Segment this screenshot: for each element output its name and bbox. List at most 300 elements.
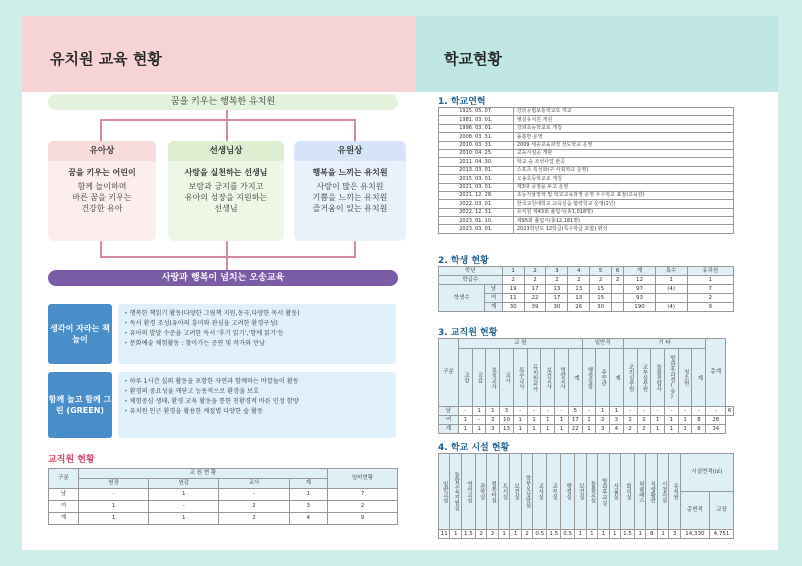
table-cell: 1 — [79, 501, 149, 513]
table-cell: 190 — [624, 303, 655, 312]
table-cell: 2 — [219, 513, 289, 525]
table-cell: 1 — [527, 425, 541, 434]
table-cell: 39 — [524, 303, 546, 312]
table-cell: 17 — [524, 285, 546, 294]
table-cell: 강외공립보통학교로 개교 — [513, 108, 733, 116]
table-cell: 학생수 — [439, 285, 485, 312]
table-header: 구분 — [49, 469, 79, 489]
table-cell: 1 — [678, 425, 692, 434]
program-box-green — [118, 372, 396, 438]
table-row — [439, 339, 734, 349]
students-section-title: 2. 학생 현황 — [438, 256, 489, 266]
table-cell: 2010. 03. 31. — [439, 141, 514, 149]
history-section-title: 1. 학교연혁 — [438, 97, 486, 107]
table-header: 교무실무원 — [637, 349, 651, 407]
table-cell: 26 — [568, 303, 590, 312]
table-header: 보건실 — [575, 454, 586, 530]
table-cell: 2008. 03. 31. — [439, 133, 514, 141]
table-cell: 9 — [687, 303, 733, 312]
table-cell: - — [555, 407, 569, 416]
card-teacher — [168, 141, 284, 241]
table-cell: 1 — [450, 530, 461, 539]
table-cell: 여 — [439, 416, 459, 425]
connector-line — [100, 119, 356, 121]
table-header: 일반직 — [582, 339, 623, 349]
table-header: 총면적 — [680, 492, 709, 530]
table-cell: 13 — [546, 285, 568, 294]
table-cell: 17 — [568, 416, 582, 425]
table-cell: - — [79, 489, 149, 501]
table-header: 4 — [568, 267, 590, 276]
card-teacher-head: 선생님상 — [168, 141, 284, 161]
table-header: 식생활관 — [646, 454, 657, 530]
table-cell: 강외초등학교로 개칭 — [513, 124, 733, 132]
table-cell: 학교 숲 조성사업 완공 — [513, 158, 733, 166]
table-cell: 6 — [726, 407, 734, 416]
table-header: 회의실 — [621, 454, 635, 530]
table-header: 보직교사 — [486, 349, 500, 407]
table-header: 원장 — [79, 479, 149, 489]
table-cell: 2015. 03. 01. — [439, 175, 514, 183]
table-cell: 2 — [524, 276, 546, 285]
table-cell: 한국교원대학교 교육실습 협력학교 운영(2년) — [513, 200, 733, 208]
table-cell: 15 — [590, 285, 612, 294]
program-item: • 체험중심 생태, 환경 교육 활동을 통한 친환경적 바른 인성 함양 — [124, 397, 390, 407]
table-header: 통합교육지원실 — [450, 454, 461, 530]
table-cell: 1 — [635, 530, 646, 539]
table-row — [439, 149, 734, 157]
table-header: 기 타 — [623, 339, 705, 349]
table-header: 교감 — [472, 349, 486, 407]
table-cell: 1 — [458, 416, 472, 425]
card-school-head: 유원상 — [294, 141, 406, 161]
card-school — [294, 141, 406, 241]
table-cell: 1 — [527, 416, 541, 425]
program-item: • 유아의 발달 수준을 고려한 독서 '후기 읽기','함께 읽기'등 — [124, 329, 390, 339]
connector-line — [226, 110, 228, 141]
table-cell: - — [149, 501, 219, 513]
table-header: 1 — [502, 267, 524, 276]
table-cell: 1 — [665, 416, 679, 425]
table-cell: 1.5 — [621, 530, 635, 539]
table-cell: - — [541, 407, 555, 416]
table-cell: 1 — [575, 530, 586, 539]
table-header: 원감 — [149, 479, 219, 489]
table-row — [439, 200, 734, 208]
connector-line — [354, 119, 356, 141]
table-row — [439, 407, 734, 416]
table-row — [439, 183, 734, 191]
card-school-line: 기쁨을 느끼는 유치원 — [312, 193, 388, 202]
table-header: 보건교사 — [541, 349, 555, 407]
table-cell: 2 — [590, 276, 612, 285]
table-cell: 1 — [472, 425, 486, 434]
program-item: • 환경의 중요성을 깨닫고 능동적으로 환경을 보호 — [124, 387, 390, 397]
table-row — [49, 513, 398, 525]
card-teacher-sub: 사랑을 실천하는 선생님 — [184, 168, 268, 177]
table-cell: 여 — [49, 501, 79, 513]
table-cell: 4,751 — [709, 530, 733, 539]
vision-banner: 꿈을 키우는 행복한 유치원 — [48, 94, 398, 110]
table-header: 계 — [624, 267, 655, 276]
motto-banner: 사랑과 행복이 넘치는 오송교육 — [48, 270, 398, 286]
table-cell: - — [637, 407, 651, 416]
table-cell: 13 — [568, 294, 590, 303]
table-cell: 2 — [687, 294, 733, 303]
table-cell: 남 — [485, 285, 502, 294]
table-cell: 7 — [687, 285, 733, 294]
table-header: 행정실장 — [582, 349, 596, 407]
table-header: 5 — [590, 267, 612, 276]
program-box-reading — [118, 304, 396, 364]
left-header — [22, 16, 416, 92]
table-cell: - — [706, 407, 726, 416]
table-header: 사물실 — [609, 454, 620, 530]
table-header: 조리실무원 — [623, 349, 637, 407]
table-cell: 계 — [439, 425, 459, 434]
connector-line — [226, 241, 228, 257]
table-row — [439, 116, 734, 124]
table-cell: 30 — [502, 303, 524, 312]
facilities-table — [438, 453, 734, 539]
table-header: 특수 — [655, 267, 687, 276]
table-cell — [612, 285, 624, 294]
table-header: 계 — [289, 479, 327, 489]
table-cell: 초등자율장학 및 학교교육과정 운영 우수학교 표창(교육감) — [513, 191, 733, 199]
card-teacher-line: 유아의 성장을 지원하는 — [184, 193, 268, 202]
table-cell: 2 — [637, 416, 651, 425]
table-cell: 1 — [486, 407, 500, 416]
connector-line — [100, 256, 356, 258]
table-cell: 3 — [669, 530, 680, 539]
table-row — [439, 191, 734, 199]
table-cell: 제3대 중점을 두고 운영 — [513, 183, 733, 191]
card-child-line: 건강한 유아 — [81, 204, 123, 213]
table-cell: 2023. 01. 10. — [439, 217, 514, 225]
table-header: 시설면적(㎡) — [680, 454, 733, 492]
table-cell: - — [472, 416, 486, 425]
card-teacher-line: 선생님 — [214, 204, 238, 213]
table-cell: - — [458, 407, 472, 416]
table-header: 행정실 — [561, 454, 575, 530]
table-cell: 1 — [541, 425, 555, 434]
table-cell: 1 — [687, 276, 733, 285]
table-header: 방과후과정(유) — [665, 349, 679, 407]
table-cell: 12 — [624, 276, 655, 285]
connector-line — [100, 241, 102, 257]
table-cell: 학급수 — [439, 276, 503, 285]
table-header: 영양교사 — [555, 349, 569, 407]
table-cell: 8 — [692, 425, 706, 434]
table-row — [439, 166, 734, 174]
card-child — [48, 141, 156, 241]
table-cell: - — [692, 407, 706, 416]
table-cell: 1.5 — [461, 530, 475, 539]
card-school-sub: 행복을 느끼는 유치원 — [312, 168, 388, 177]
table-row — [439, 276, 734, 285]
table-cell: 2 — [637, 425, 651, 434]
table-cell: 1 — [651, 425, 665, 434]
table-cell: 2 — [487, 530, 498, 539]
table-cell: 1 — [458, 425, 472, 434]
table-row — [439, 454, 734, 492]
table-header: 일반교실 — [439, 454, 450, 530]
table-cell: 유치원 제43회 졸업식(총1,018명) — [513, 208, 733, 216]
table-cell: 1 — [498, 530, 509, 539]
table-row — [439, 141, 734, 149]
table-row — [439, 285, 734, 294]
table-cell: 4 — [610, 425, 624, 434]
table-header: 교사실 — [533, 454, 547, 530]
table-header: 주무관 — [596, 349, 610, 407]
table-cell: 계 — [49, 513, 79, 525]
left-page-title: 유치원 교육 현황 — [50, 50, 162, 68]
table-cell: 2009 세종교육과정 선도학교 운영 — [513, 141, 733, 149]
table-cell: 1 — [678, 416, 692, 425]
teachers-section-title: 3. 교직원 현황 — [438, 328, 498, 338]
table-cell: 28 — [706, 416, 726, 425]
table-cell: 22 — [524, 294, 546, 303]
table-cell: 13 — [568, 285, 590, 294]
table-row — [439, 416, 734, 425]
table-header: 유치원교사 — [527, 349, 541, 407]
table-cell — [655, 294, 687, 303]
table-header: 위클래스 — [635, 454, 646, 530]
table-cell: 30 — [546, 303, 568, 312]
table-header: 유치원 — [687, 267, 733, 276]
table-cell: 93 — [624, 294, 655, 303]
table-header: 임비현황 — [328, 469, 398, 489]
table-header: 컴퓨터실 — [487, 454, 498, 530]
table-cell: 1 — [555, 425, 569, 434]
table-header: 영어교실 — [461, 454, 475, 530]
facilities-section-title: 4. 학교 시설 현황 — [438, 443, 510, 453]
table-row — [439, 349, 734, 407]
table-header: 구분 — [439, 339, 459, 407]
table-cell: 제95회 졸업식(총12,181명) — [513, 217, 733, 225]
table-cell: 1 — [610, 407, 624, 416]
table-cell: 1 — [289, 489, 327, 501]
table-cell: 2 — [623, 425, 637, 434]
table-cell: 2 — [521, 530, 532, 539]
program-item: • 하루 1시간 실외 활동을 포함한 자연과 함께하는 바깥놀이 활동 — [124, 377, 390, 387]
staff-section-title: 교직원 현황 — [48, 455, 95, 465]
table-cell: 2 — [486, 416, 500, 425]
table-cell: - — [651, 407, 665, 416]
table-cell: 2 — [502, 276, 524, 285]
program-item: • 독서 환경 조성(유아의 흥미와 관심을 고려한 환경구성) — [124, 319, 390, 329]
table-row — [439, 108, 734, 116]
table-cell: 1 — [510, 530, 521, 539]
table-cell: 2022. 12. 31. — [439, 208, 514, 216]
table-cell: 3 — [596, 425, 610, 434]
table-cell: 2023. 03. 01. — [439, 225, 514, 233]
table-cell: 2 — [328, 501, 398, 513]
table-header: 교사 — [219, 479, 289, 489]
table-cell: 1 — [582, 425, 596, 434]
table-row — [439, 425, 734, 434]
table-cell: 1 — [598, 530, 609, 539]
table-cell: 2 — [623, 416, 637, 425]
table-header: 계 — [692, 349, 706, 407]
table-cell: 계 — [485, 303, 502, 312]
table-cell: 2010. 04. 25. — [439, 149, 514, 157]
card-teacher-line: 보람과 긍지를 가지고 — [188, 182, 264, 191]
table-cell: 남 — [49, 489, 79, 501]
table-header: 교사 — [500, 349, 514, 407]
table-cell: 30 — [590, 303, 612, 312]
table-cell: 1925. 05. 07. — [439, 108, 514, 116]
table-header: 6 — [612, 267, 624, 276]
table-cell: 1 — [541, 416, 555, 425]
table-cell: 1 — [149, 513, 219, 525]
table-header: 교장 — [709, 492, 733, 530]
table-cell: 0.5 — [561, 530, 575, 539]
connector-line — [100, 119, 102, 141]
table-header: 방과후교실 — [598, 454, 609, 530]
table-cell: 2021. 03. 01. — [439, 183, 514, 191]
table-cell: 2013. 03. 01. — [439, 166, 514, 174]
staff-table — [48, 468, 398, 525]
table-cell: 여 — [485, 294, 502, 303]
table-cell: 8 — [646, 530, 657, 539]
table-cell: 3 — [610, 416, 624, 425]
table-cell: 2 — [596, 416, 610, 425]
table-cell: 5 — [568, 407, 582, 416]
table-cell: 2021. 12. 28. — [439, 191, 514, 199]
table-row — [439, 225, 734, 233]
table-cell: 2011. 04. 30. — [439, 158, 514, 166]
right-header — [416, 16, 778, 92]
table-cell: - — [513, 407, 527, 416]
program-item: • 행복한 책읽기 활동(다양한 그림책 지원,동극,다양한 독서 활동) — [124, 309, 390, 319]
table-cell: 남 — [439, 407, 459, 416]
table-row — [439, 133, 734, 141]
table-cell: 22 — [568, 425, 582, 434]
table-cell: 13 — [500, 425, 514, 434]
table-cell: 3 — [289, 501, 327, 513]
table-row — [439, 208, 734, 216]
table-cell: 3 — [486, 425, 500, 434]
table-cell: - — [582, 407, 596, 416]
teachers-table — [438, 338, 734, 434]
table-header: 3 — [546, 267, 568, 276]
card-school-line: 즐거움이 있는 유치원 — [312, 204, 388, 213]
table-header: 2 — [524, 267, 546, 276]
right-page — [416, 16, 778, 550]
table-cell: 1 — [513, 416, 527, 425]
right-page-title: 학교현황 — [444, 50, 502, 68]
table-cell: (4) — [655, 285, 687, 294]
table-cell: 2023학년도 12학급(특수학급 포함) 편성 — [513, 225, 733, 233]
table-header: 보건실 — [510, 454, 521, 530]
table-cell: 1 — [513, 425, 527, 434]
table-cell: 1 — [582, 416, 596, 425]
table-header: 교 원 — [458, 339, 582, 349]
table-cell: 1 — [586, 530, 597, 539]
card-school-line: 사랑이 많은 유치원 — [316, 182, 384, 191]
card-child-head: 유아상 — [48, 141, 156, 161]
table-cell: 2 — [219, 501, 289, 513]
table-row — [439, 530, 734, 539]
table-cell: 스포츠 특성화(구 사회학교 운영) — [513, 166, 733, 174]
table-cell: 병설유치원 개원 — [513, 116, 733, 124]
table-cell: 1 — [555, 416, 569, 425]
table-cell: 1 — [149, 489, 219, 501]
table-header: 청소원 — [678, 349, 692, 407]
program-item: • 문화예술 체험활동 : 찾아가는 공연 및 작가와 만남 — [124, 339, 390, 349]
table-header: 학년 — [439, 267, 503, 276]
table-header: 학부모상담실 — [521, 454, 532, 530]
table-cell: 1.5 — [547, 530, 561, 539]
table-row — [49, 489, 398, 501]
table-cell: - — [665, 407, 679, 416]
program-label-green: 함께 놀고 함께 그린 (GREEN) — [48, 372, 112, 438]
table-cell: 돌봄반 운영 — [513, 133, 733, 141]
table-cell: 1 — [665, 425, 679, 434]
table-header: 교 원 현 황 — [79, 469, 328, 479]
table-header: 돌봄전담사 — [651, 349, 665, 407]
table-header: 특수교사 — [513, 349, 527, 407]
table-header: 교장 — [458, 349, 472, 407]
history-table — [438, 107, 734, 234]
table-header: 돌봄교실 — [586, 454, 597, 530]
card-child-line: 바른 꿈을 키우는 — [72, 193, 132, 202]
table-row — [439, 158, 734, 166]
table-cell: 1 — [596, 407, 610, 416]
card-child-line: 함께 놀이하며 — [77, 182, 127, 191]
table-cell: 2 — [546, 276, 568, 285]
connector-line — [226, 256, 228, 270]
connector-line — [354, 241, 356, 257]
table-header: 과학실 — [475, 454, 486, 530]
table-cell: 1981. 03. 01. — [439, 116, 514, 124]
table-cell: - — [527, 407, 541, 416]
table-cell: 34 — [706, 425, 726, 434]
table-header: 계 — [568, 349, 582, 407]
program-label-reading: 생각이 자라는 책놀이 — [48, 304, 112, 364]
table-row — [439, 175, 734, 183]
table-header: 시청각실 — [657, 454, 668, 530]
table-cell: 1 — [472, 407, 486, 416]
table-cell: 1996. 03. 01. — [439, 124, 514, 132]
table-cell: 교육시설공 개관 — [513, 149, 733, 157]
card-child-sub: 꿈을 키우는 어린이 — [68, 168, 136, 177]
table-cell: 7 — [328, 489, 398, 501]
table-cell: 1 — [651, 416, 665, 425]
table-cell: 1 — [655, 276, 687, 285]
table-header: 유치원 — [669, 454, 680, 530]
table-cell: 0.5 — [533, 530, 547, 539]
table-cell: 8 — [692, 416, 706, 425]
table-header: 도서실 — [498, 454, 509, 530]
table-cell: 1 — [79, 513, 149, 525]
table-cell: 1 — [657, 530, 668, 539]
table-header: 계 — [610, 349, 624, 407]
program-item: • 유치원 인근 환경을 활용한 계절별 다양한 숲 활동 — [124, 407, 390, 417]
table-row — [439, 124, 734, 132]
table-header: 교무실 — [547, 454, 561, 530]
table-cell: 97 — [624, 285, 655, 294]
table-header: 총계 — [706, 339, 726, 407]
table-cell: 2022. 03. 01. — [439, 200, 514, 208]
table-cell: - — [219, 489, 289, 501]
table-cell: 11 — [439, 530, 450, 539]
table-cell — [612, 303, 624, 312]
table-cell: - — [678, 407, 692, 416]
table-cell: 14,330 — [680, 530, 709, 539]
table-cell: 오송초등학교로 개칭 — [513, 175, 733, 183]
